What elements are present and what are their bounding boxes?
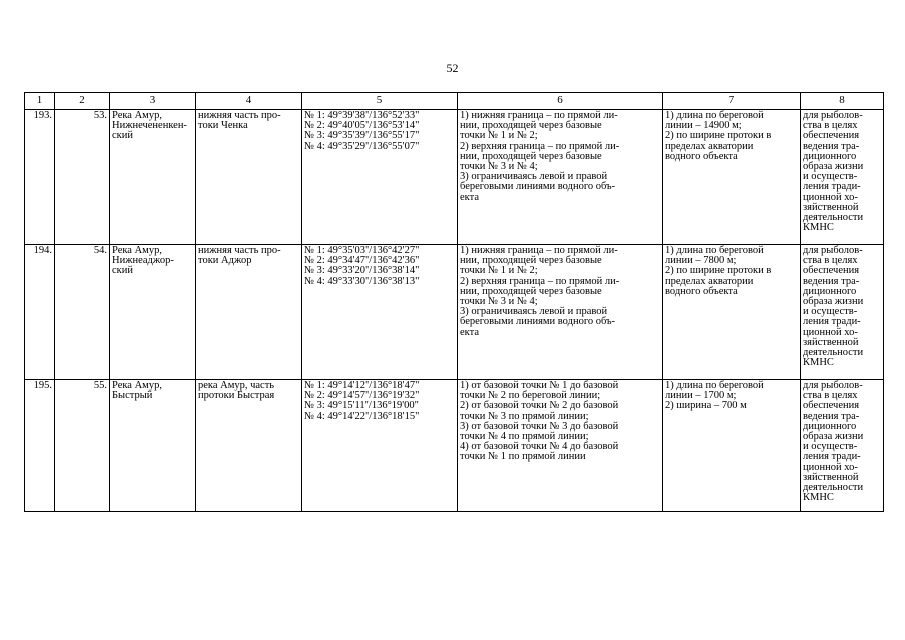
cell-row-number: 195. [25,380,55,512]
cell-boundaries [458,380,663,512]
dimensions-line: водного объекта [665,285,738,297]
header-row [25,93,884,110]
purpose-line: ционной хо- [803,191,858,203]
boundaries-line: 2) верхняя граница – по прямой ли- [460,275,620,287]
purpose-line: КМНС [803,357,834,369]
purpose-line: диционного [803,285,857,297]
page-number: 52 [446,61,459,75]
purpose-line: ционной хо- [803,461,858,473]
dimensions-line: водного объекта [665,150,738,162]
purpose-line: для рыболов- [803,110,863,121]
purpose-line: деятельности [803,482,864,494]
boundaries-line: 3) от базовой точки № 3 до базовой [460,420,619,432]
cell-area-number: 53. [55,110,110,245]
coordinates-line: № 3: 49°33'20"/136°38'14" [304,265,420,277]
purpose-line: обеспечения [803,130,860,142]
boundaries-line: береговыми линиями водного объ- [460,316,616,328]
water-body-line: токи Аджор [198,255,252,267]
cell-water-body [196,110,302,245]
boundaries-line: нии, проходящей через базовые [460,285,602,297]
area-name-line: Река Амур, [112,110,162,121]
purpose-line: КМНС [803,492,834,504]
purpose-line: диционного [803,150,857,162]
purpose-line: диционного [803,420,857,432]
coordinates-line: № 3: 49°15'11"/136°19'00" [304,400,419,412]
table-row [25,245,884,380]
cell-area-name [110,245,196,380]
purpose-line: образа жизни [803,161,864,173]
water-body-line: река Амур, часть [198,380,275,391]
coordinates-line: № 2: 49°14'57"/136°19'32" [304,390,420,402]
purpose-line: ционной хо- [803,326,858,338]
boundaries-line: точки № 3 и № 4; [460,296,538,308]
area-name-line: Быстрый [112,390,153,402]
purpose-line: деятельности [803,212,864,224]
purpose-line: ства в целях [803,120,858,132]
cell-area-number: 54. [55,245,110,380]
coordinates-line: № 1: 49°39'38"/136°52'33" [304,110,420,121]
cell-boundaries [458,245,663,380]
boundaries-line: точки № 1 и № 2; [460,130,538,142]
purpose-line: ления тради- [803,316,861,328]
water-body-line: протоки Быстрая [198,390,275,402]
boundaries-line: береговыми линиями водного объ- [460,181,616,193]
dimensions-line: 1) длина по береговой [665,245,764,256]
cell-area-number: 55. [55,380,110,512]
header-col-7: 7 [663,93,801,110]
header-col-3: 3 [110,93,196,110]
boundaries-line: точки № 1 по прямой линии [460,451,586,463]
purpose-line: и осуществ- [803,171,858,183]
coordinates-line: № 4: 49°14'22"/136°18'15" [304,410,420,422]
cell-purpose [801,380,884,512]
cell-boundaries [458,110,663,245]
water-body-line: токи Ченка [198,120,248,132]
water-body-line: нижняя часть про- [198,110,281,121]
boundaries-line: екта [460,191,480,203]
boundaries-line: 1) нижняя граница – по прямой ли- [460,245,618,256]
cell-dimensions [663,380,801,512]
dimensions-line: 1) длина по береговой [665,110,764,121]
dimensions-line: пределах акватории [665,275,754,287]
boundaries-line: 1) нижняя граница – по прямой ли- [460,110,618,121]
cell-dimensions [663,245,801,380]
table-row [25,380,884,512]
coordinates-line: № 1: 49°14'12"/136°18'47" [304,380,420,391]
cell-coordinates [302,380,458,512]
boundaries-line: точки № 3 по прямой линии; [460,410,589,422]
cell-water-body [196,380,302,512]
water-body-line: нижняя часть про- [198,245,281,256]
boundaries-line: точки № 2 по береговой линии; [460,390,601,402]
purpose-line: ления тради- [803,181,861,193]
boundaries-line: нии, проходящей через базовые [460,150,602,162]
purpose-line: и осуществ- [803,306,858,318]
purpose-line: зяйственной [803,336,859,348]
coordinates-line: № 3: 49°35'39"/136°55'17" [304,130,420,142]
cell-dimensions [663,110,801,245]
purpose-line: ведения тра- [803,275,860,287]
header-col-5: 5 [302,93,458,110]
boundaries-line: 2) верхняя граница – по прямой ли- [460,140,620,152]
dimensions-line: линии – 7800 м; [665,255,737,267]
coordinates-line: № 2: 49°40'05"/136°53'14" [304,120,420,132]
cell-row-number: 193. [25,110,55,245]
coordinates-line: № 2: 49°34'47"/136°42'36" [304,255,420,267]
purpose-line: обеспечения [803,400,860,412]
boundaries-line: 3) ограничиваясь левой и правой [460,171,608,183]
purpose-line: для рыболов- [803,380,863,391]
purpose-line: обеспечения [803,265,860,277]
cell-area-name [110,110,196,245]
cell-purpose [801,110,884,245]
fishing-areas-table [24,92,884,512]
table-row [25,110,884,245]
dimensions-line: 2) по ширине протоки в [665,130,772,142]
boundaries-line: 4) от базовой точки № 4 до базовой [460,441,619,453]
purpose-line: ведения тра- [803,140,860,152]
area-name-line: ский [112,265,133,277]
cell-water-body [196,245,302,380]
purpose-line: ведения тра- [803,410,860,422]
area-name-line: Нижнечененкен- [112,120,187,132]
purpose-line: зяйственной [803,471,859,483]
purpose-line: ства в целях [803,390,858,402]
cell-area-name [110,380,196,512]
coordinates-line: № 1: 49°35'03"/136°42'27" [304,245,420,256]
header-col-6: 6 [458,93,663,110]
purpose-line: образа жизни [803,431,864,443]
dimensions-line: пределах акватории [665,140,754,152]
boundaries-line: 3) ограничиваясь левой и правой [460,306,608,318]
cell-coordinates [302,110,458,245]
area-name-line: Нижнеаджор- [112,255,174,267]
boundaries-line: екта [460,326,480,338]
purpose-line: для рыболов- [803,245,863,256]
purpose-line: деятельности [803,347,864,359]
boundaries-line: точки № 3 и № 4; [460,161,538,173]
coordinates-line: № 4: 49°33'30"/136°38'13" [304,275,420,287]
purpose-line: ления тради- [803,451,861,463]
purpose-line: и осуществ- [803,441,858,453]
dimensions-line: линии – 1700 м; [665,390,737,402]
purpose-line: зяйственной [803,201,859,213]
boundaries-line: точки № 1 и № 2; [460,265,538,277]
dimensions-line: 2) по ширине протоки в [665,265,772,277]
coordinates-line: № 4: 49°35'29"/136°55'07" [304,140,420,152]
area-name-line: ский [112,130,133,142]
dimensions-line: линии – 14900 м; [665,120,742,132]
header-col-8: 8 [801,93,884,110]
boundaries-line: нии, проходящей через базовые [460,255,602,267]
cell-purpose [801,245,884,380]
purpose-line: КМНС [803,222,834,234]
cell-coordinates [302,245,458,380]
area-name-line: Река Амур, [112,380,162,391]
purpose-line: ства в целях [803,255,858,267]
header-col-2: 2 [55,93,110,110]
dimensions-line: 2) ширина – 700 м [665,400,747,412]
header-col-4: 4 [196,93,302,110]
purpose-line: образа жизни [803,296,864,308]
header-col-1: 1 [25,93,55,110]
dimensions-line: 1) длина по береговой [665,380,764,391]
boundaries-line: 2) от базовой точки № 2 до базовой [460,400,619,412]
boundaries-line: точки № 4 по прямой линии; [460,431,589,443]
area-name-line: Река Амур, [112,245,162,256]
cell-row-number: 194. [25,245,55,380]
boundaries-line: нии, проходящей через базовые [460,120,602,132]
boundaries-line: 1) от базовой точки № 1 до базовой [460,380,619,391]
